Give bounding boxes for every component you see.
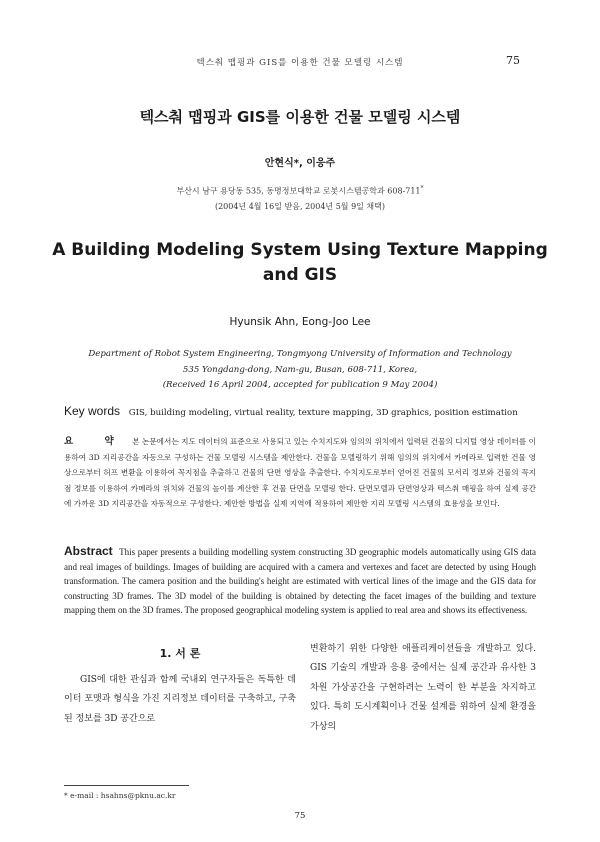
authors-english: Hyunsik Ahn, Eong-Joo Lee — [229, 316, 371, 328]
page-number-bottom: 75 — [294, 811, 306, 821]
keywords-label: Key words — [64, 404, 121, 418]
footnote-rule — [64, 785, 189, 786]
dates-korean: (2004년 4월 16일 받음, 2004년 5월 9일 채택) — [214, 202, 386, 211]
keywords — [64, 404, 544, 418]
affiliation-line-2: 535 Yongdang-dong, Nam-gu, Busan, 608-711, Korea, — [182, 364, 418, 375]
abstract-korean-label: 요 약 — [64, 436, 128, 447]
abstract-korean-text: 본 논문에서는 지도 데이터의 표준으로 사용되고 있는 수치지도와 임의의 위치에서 입력된 건물의 디지털 영상 데이터를 이용하여 3D 지리공간을 자동으로 구성하는 건물 모델링 시스템을 제안한다. 건물을 모델링하기 위해 임의의 위치에서 카메라로 입력한 건물 영상으로부터 허프 변환을 이용하여 꼭지점을 추출하고 건물의 단면 영상을 추출한다. 수치지도로부터 얻어진 건물의 모서리 정보와 건물의 꼭지점 정보를 이용하여 카메라의 위치와 건물의 높이를 계산한 후 건물 단면을 모델링 한다. 단면모델과 단면영상과 텍스춰 매핑을 하여 실제 공간에 가까운 3D 지리공간을 자동적으로 구성한다. 제안한 방법을 실제 지역에 적용하여 제안한 지리 모델링 시스템의 효용성을 보인다. — [64, 437, 536, 509]
body-text-right: 변환하기 위한 다양한 애플리케이션들을 개발하고 있다. GIS 기술의 개발과 응용 중에서는 실제 공간과 유사한 3차원 가상공간을 구현하려는 노력이 한 부분을 차지하고 있다. 특히 도시계획이나 건물 설계를 위하여 실제 환경을 가상의 — [310, 644, 536, 732]
footnote-email: * e-mail : hsahns@pknu.ac.kr — [64, 791, 176, 800]
body-text-left: GIS에 대한 관심과 함께 국내외 연구자들은 독특한 데이터 포맷과 형식을 가진 지리정보 데이터를 구축하고, 구축된 정보를 3D 공간으로 — [64, 675, 296, 724]
abstract-english-label: Abstract — [64, 544, 113, 558]
affiliation-line-1: Department of Robot System Engineering, Tongmyong University of Information and Technology — [88, 349, 512, 359]
affiliation-korean — [0, 185, 600, 197]
running-head: 텍스춰 맵핑과 GIS를 이용한 건물 모델링 시스템 — [196, 58, 404, 68]
title-english: A Building Modeling System Using Texture Mapping and GIS — [52, 240, 548, 285]
abstract-korean — [64, 434, 536, 512]
title-korean: 텍스춰 맵핑과 GIS를 이용한 건물 모델링 시스템 — [139, 108, 461, 126]
page-number-top: 75 — [506, 54, 520, 67]
keywords-text: GIS, building modeling, virtual reality, texture mapping, 3D graphics, position estimation — [128, 408, 518, 418]
abstract-english-text: This paper presents a building modelling system constructing 3D geographic models automatically using GIS data and real images of buildings. Images of building are acquired with a camera and vertexes and facet are detected by using Hough transformation. The camera position and the building's height are estimated with vertical lines of the image and the GIS data for constructing 3D frames. The 3D model of the building is obtained by detecting the facet images of the building and texture mapping them on the 3D frames. The proposed geographical modeling system is applied to real area and shows its effectiveness. — [64, 547, 537, 616]
abstract-english — [64, 544, 536, 618]
affiliation-mark: * — [420, 185, 424, 192]
affiliation-korean-text: 부산시 남구 용당동 535, 동명정보대학교 로봇시스템공학과 608-711 — [176, 186, 421, 196]
authors-korean: 안현식*, 이응주 — [264, 158, 336, 169]
affiliation-english — [0, 347, 600, 394]
section-heading-introduction: 1. 서 론 — [159, 647, 201, 660]
affiliation-line-3: (Received 16 April 2004, accepted for publication 9 May 2004) — [162, 380, 438, 390]
